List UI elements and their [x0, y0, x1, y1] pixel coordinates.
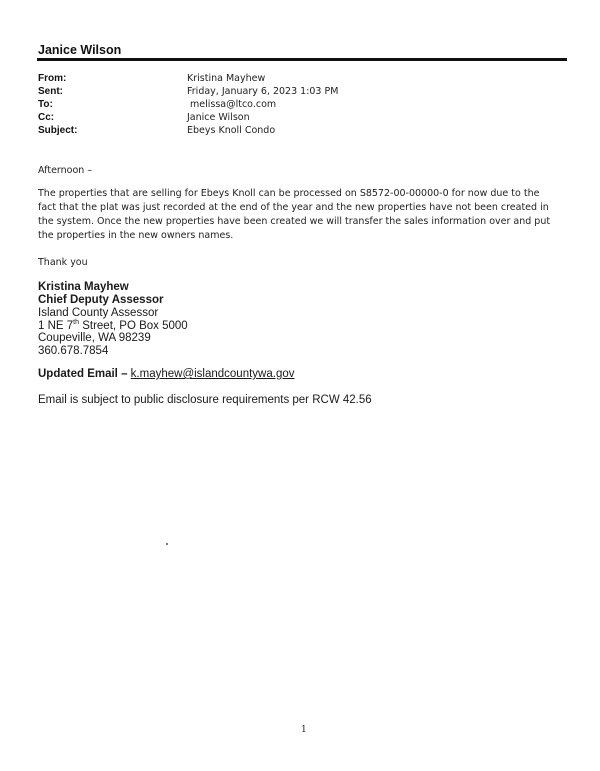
sent-value: Friday, January 6, 2023 1:03 PM — [187, 86, 339, 97]
street-superscript: th — [73, 319, 80, 326]
subject-label: Subject: — [38, 125, 78, 136]
to-label: To: — [38, 99, 53, 110]
signature-title: Chief Deputy Assessor — [38, 294, 164, 306]
signature-street — [38, 319, 188, 332]
message-paragraph: The properties that are selling for Ebeys Knoll can be processed on S8572-00-00000-0 for now due to the fact that the plat was just recorded at the end of the year and the new properties have not been created in the system. Once the new properties have been created we will transfer the sales information over and put the properties in the new owners names. — [38, 188, 551, 241]
signature-phone: 360.678.7854 — [38, 345, 109, 357]
from-value: Kristina Mayhew — [187, 73, 266, 84]
greeting: Afternoon – — [38, 165, 93, 176]
signature-name: Kristina Mayhew — [38, 281, 129, 293]
to-value: melissa@ltco.com — [190, 99, 277, 110]
cc-label: Cc: — [38, 112, 55, 123]
cc-value: Janice Wilson — [187, 112, 250, 123]
header-rule — [37, 58, 567, 61]
disclosure-notice: Email is subject to public disclosure requirements per RCW 42.56 — [38, 394, 372, 406]
signature-office: Island County Assessor — [38, 307, 159, 319]
page-number: 1 — [301, 725, 307, 735]
updated-email-label: Updated Email – — [38, 368, 131, 380]
closing: Thank you — [38, 257, 88, 268]
signature-city: Coupeville, WA 98239 — [38, 332, 151, 344]
street-prefix: 1 NE 7 — [38, 319, 74, 332]
updated-email-link[interactable]: k.mayhew@islandcountywa.gov — [130, 368, 295, 380]
street-suffix: Street, PO Box 5000 — [79, 319, 188, 332]
mailbox-owner-name: Janice Wilson — [38, 43, 122, 57]
sent-label: Sent: — [38, 86, 63, 97]
scan-speck — [166, 543, 168, 545]
subject-value: Ebeys Knoll Condo — [187, 125, 276, 136]
updated-email-line — [38, 368, 294, 380]
from-label: From: — [38, 73, 67, 84]
